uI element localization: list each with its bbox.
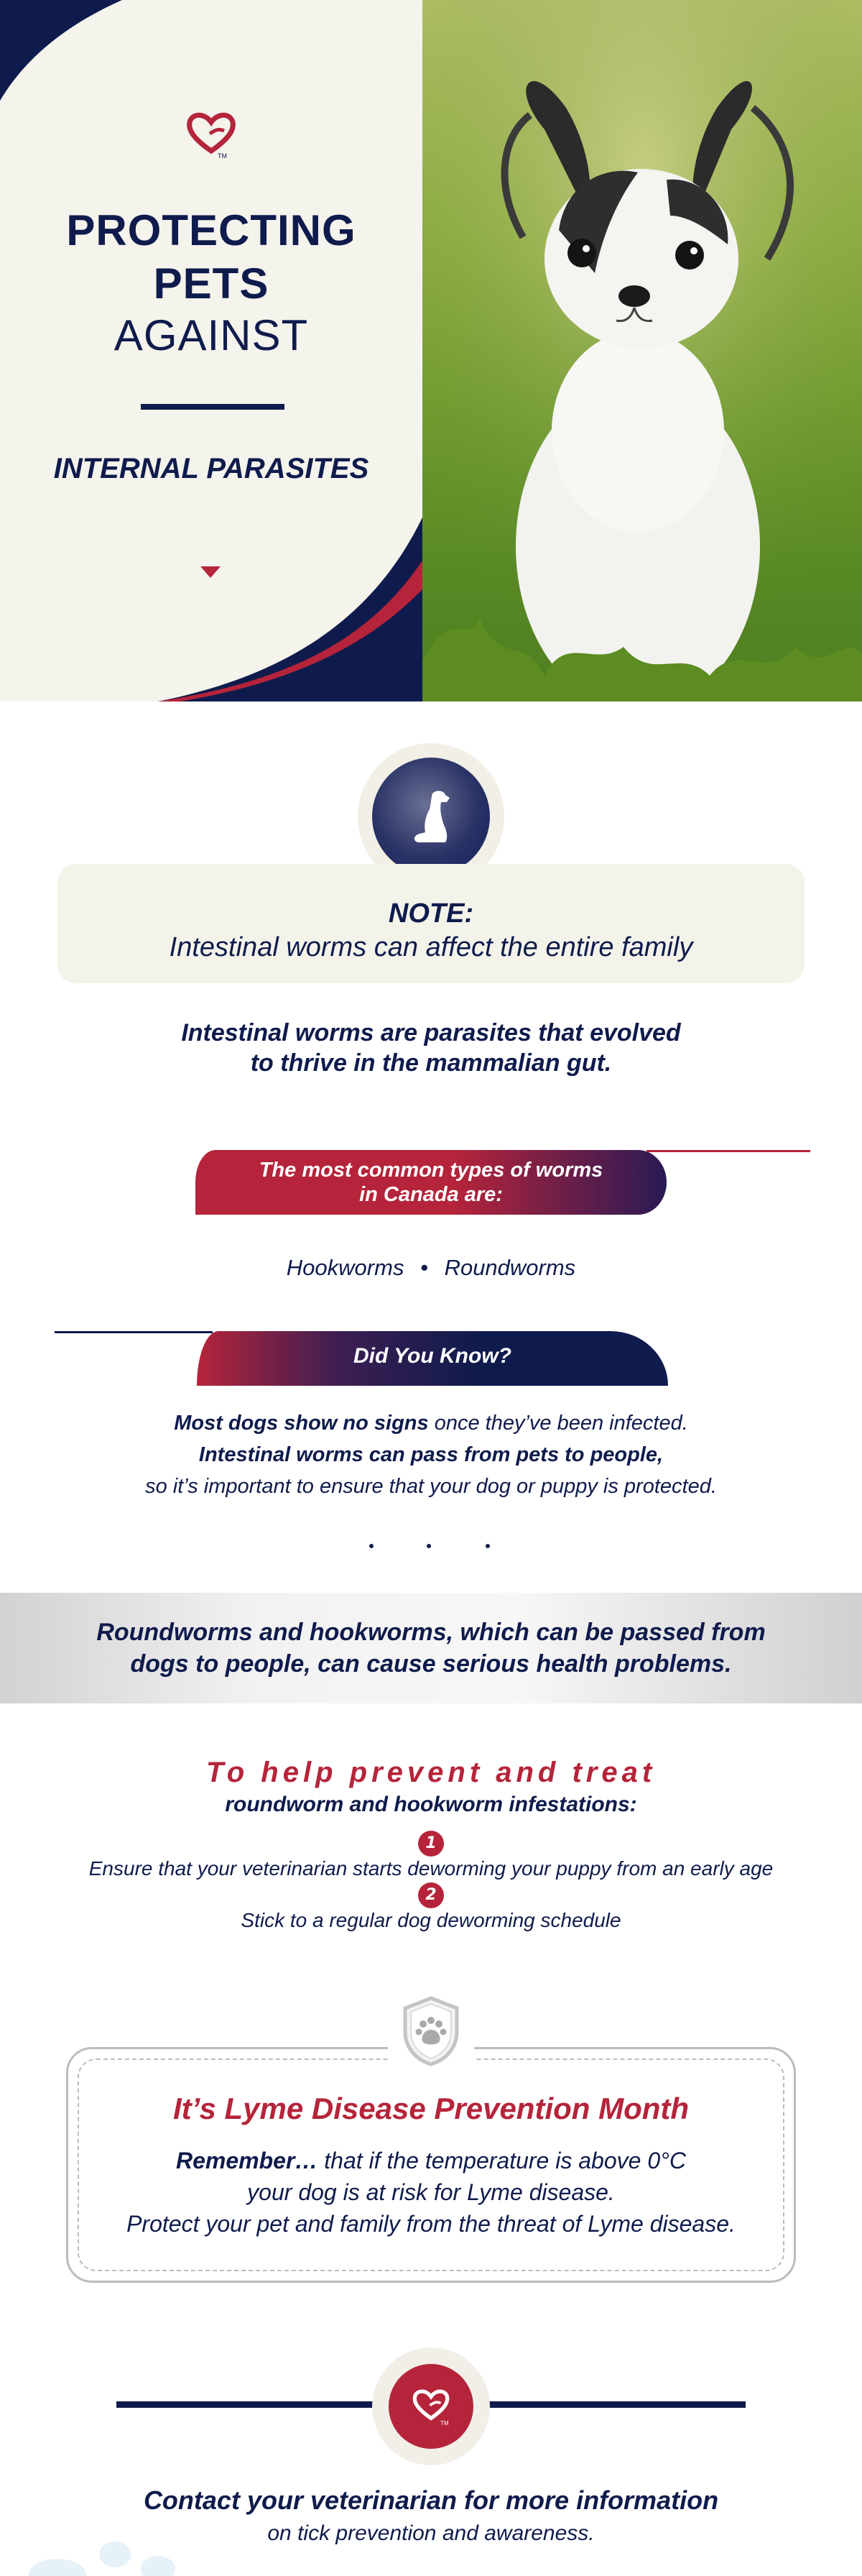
worm-type-hookworms: Hookworms [286,1255,404,1280]
hero-divider [141,404,284,410]
hero-title-line1: PROTECTING [66,206,356,254]
warning-line2-part1: dogs to people, [130,1650,318,1678]
hero-left-panel [0,0,422,702]
heart-icon [412,2387,450,2421]
step2-number: 2 [418,1882,444,1908]
lyme-line1-bold: Remember… [175,2148,318,2174]
note-label: NOTE: [388,898,474,929]
footer-line1: Contact your veterinarian for more information [143,2485,719,2515]
intro-line1: Intestinal worms are parasites that evolved [181,1019,681,1046]
lyme-line1 [0,2148,862,2174]
dog-icon-badge [372,758,490,875]
worm-type-roundworms: Roundworms [444,1255,576,1280]
step1-number: 1 [418,1831,444,1857]
paw-decoration [29,2537,187,2576]
worm-type-separator: • [420,1255,428,1280]
warning-line2-bold: can cause serious health problems. [318,1650,732,1678]
prevent-subheading: roundworm and hookworm infestations: [225,1793,637,1816]
trademark-mark: TM [218,152,227,160]
lyme-line2: your dog is at risk for Lyme disease. [247,2179,615,2205]
heart-icon [185,109,237,155]
footer-badge [389,2364,473,2449]
did-you-know-line3: so it’s important to ensure that your dog or puppy is protected. [145,1475,717,1498]
hero-title-line2: PETS [153,259,269,308]
prevent-heading: To help prevent and treat [205,1757,657,1788]
ellipsis-dot [369,1544,374,1548]
hero-section [0,0,862,702]
warning-line2 [0,1650,862,1678]
footer-line2: on tick prevention and awareness. [267,2521,595,2545]
hero-title-line3: AGAINST [113,311,309,359]
did-you-know-line1-bold: Most dogs show no signs [174,1412,429,1435]
paw-shield-icon [401,1995,461,2067]
did-you-know-line1 [0,1412,862,1435]
worm-types-heading-line1: The most common types of worms [259,1159,603,1182]
did-you-know-rule [55,1331,213,1333]
did-you-know-line2: Intestinal worms can pass from pets to people, [198,1443,664,1466]
did-you-know-heading: Did You Know? [353,1344,511,1368]
lyme-line1-rest: that if the temperature is above 0°C [318,2148,687,2174]
hero-subtitle: INTERNAL PARASITES [53,453,369,484]
worm-types-list [0,1255,862,1281]
did-you-know-line1-rest: once they’ve been infected. [428,1412,688,1435]
footer-trademark: TM [440,2420,449,2426]
chevron-down-icon[interactable] [200,566,221,578]
dog-illustration [422,0,862,702]
warning-band [0,1593,862,1703]
dog-icon [408,788,454,845]
step1-text: Ensure that your veterinarian starts deworming your puppy from an early age [88,1857,774,1880]
step2-text: Stick to a regular dog deworming schedule [241,1909,621,1931]
lyme-title: It’s Lyme Disease Prevention Month [172,2092,690,2125]
worm-types-heading-line2: in Canada are: [359,1183,503,1206]
ellipsis-dot [486,1544,490,1548]
intro-line2: to thrive in the mammalian gut. [250,1049,612,1077]
ellipsis-dot [427,1544,431,1548]
note-text: Intestinal worms can affect the entire family [169,932,693,962]
worm-types-rule [646,1150,810,1152]
warning-line1: Roundworms and hookworms, which can be passed from [96,1619,766,1646]
lyme-line3: Protect your pet and family from the threat of Lyme disease. [126,2211,736,2237]
dog-photo [422,0,862,702]
